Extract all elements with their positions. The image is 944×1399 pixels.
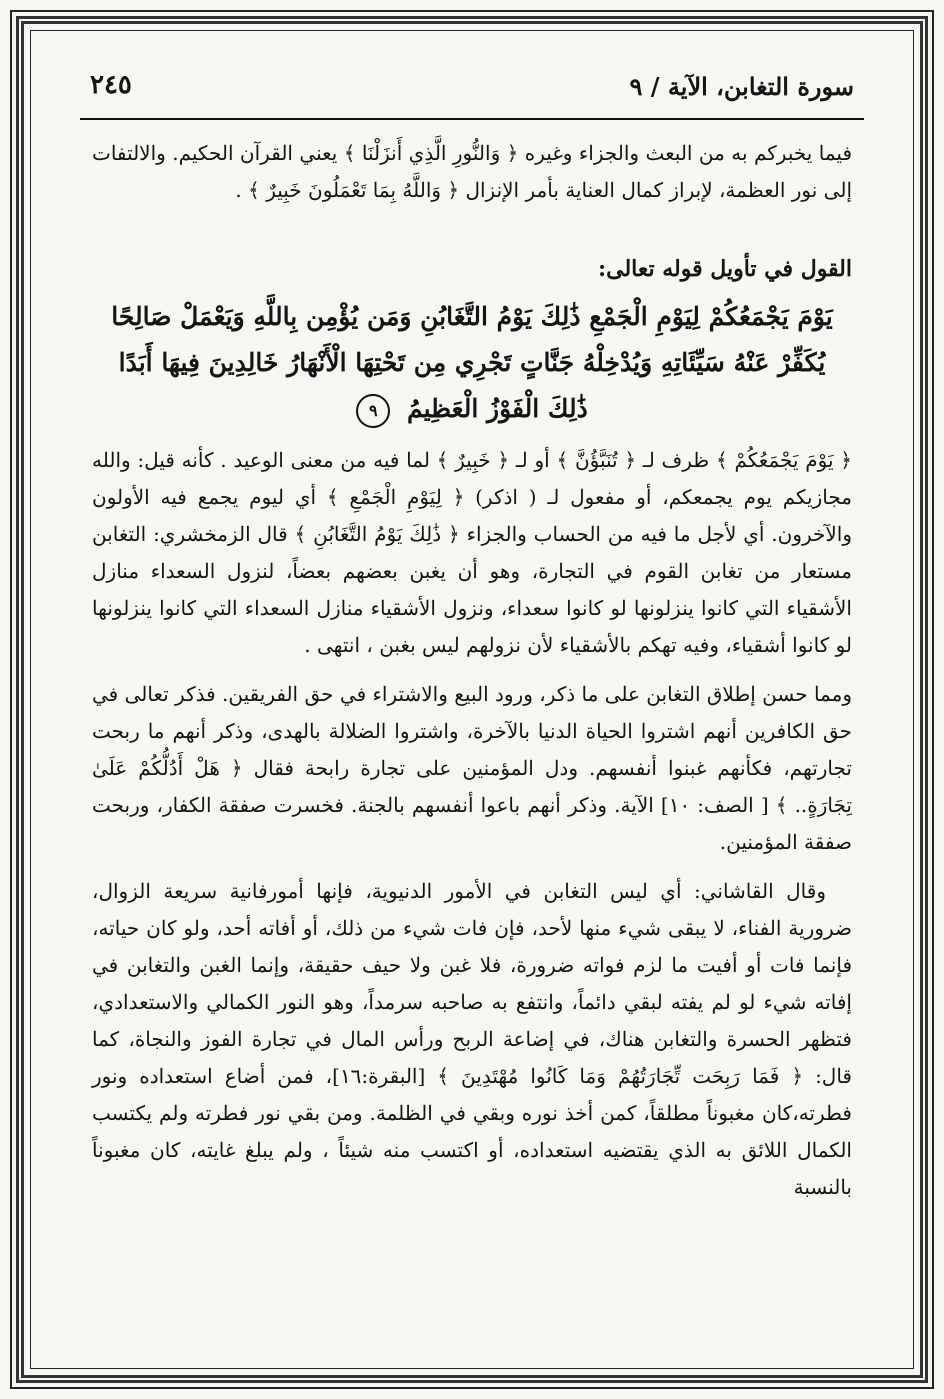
paragraph-commentary-2: ومما حسن إطلاق التغابن على ما ذكر، ورود البيع والاشتراء في حق الفريقين. فذكر تعالى في حق الكافرين أنهم اشتروا الحياة الدنيا بالآخرة، واشتروا الضلالة بالهدى، وذكر أنهم ما ربحت تجارتهم، فكأنهم غبنوا أنفسهم. ودل المؤمنين على تجارة رابحة فقال ﴿ هَلْ أَدُلُّكُمْ عَلَىٰ تِجَارَةٍ.. ﴾ [ الصف: ١٠] الآية. وذكر أنهم باعوا أنفسهم بالجنة. فخسرت صفقة الكفار، وربحت صفقة المؤمنين. — [92, 682, 852, 854]
verse-text: يَوْمَ يَجْمَعُكُمْ لِيَوْمِ الْجَمْعِ ذَٰلِكَ يَوْمُ التَّغَابُنِ وَمَن يُؤْمِن بِاللَّهِ وَيَعْمَلْ صَالِحًا يُكَفِّرْ عَنْهُ سَيِّئَاتِهِ وَيُدْخِلْهُ جَنَّاتٍ تَجْرِي مِن تَحْتِهَا الْأَنْهَارُ خَالِدِينَ فِيهَا أَبَدًا ذَٰلِكَ الْفَوْزُ الْعَظِيمُ — [111, 302, 833, 423]
paragraph-commentary-1: ﴿ يَوْمَ يَجْمَعُكُمْ ﴾ ظرف لـ ﴿ تُنَبَّؤُنَّ ﴾ أو لـ ﴿ خَبِيرٌ ﴾ لما فيه من معنى الوعيد . كأنه قيل: والله مجازيكم يوم يجمعكم، أو مفعول لـ ( اذكر) ﴿ لِيَوْمِ الْجَمْعِ ﴾ أي ليوم يجمع فيه الأولون والآخرون. أي لأجل ما فيه من الحساب والجزاء ﴿ ذَٰلِكَ يَوْمُ التَّغَابُنِ ﴾ قال الزمخشري: التغابن مستعار من تغابن القوم في التجارة، وهو أن يغبن بعضهم بعضاً، لنزول السعداء منازل الأشقياء التي كانوا ينزلونها لو كانوا سعداء، ونزول الأشقياء منازل السعداء التي كانوا ينزلونها لو كانوا أشقياء، وفيه تهكم بالأشقياء لأن نزولهم ليس بغبن ، انتهى . — [92, 448, 852, 657]
quran-verse — [102, 294, 842, 432]
page-header — [80, 62, 864, 120]
paragraph-intro: فيما يخبركم به من البعث والجزاء وغيره ﴿ وَالنُّورِ الَّذِي أَنزَلْنَا ﴾ يعني القرآن الحكيم. والالتفات إلى نور العظمة، لإبراز كمال العناية بأمر الإنزال ﴿ وَاللَّهُ بِمَا تَعْمَلُونَ خَبِيرٌ ﴾ . — [92, 141, 852, 202]
spacer — [92, 221, 852, 251]
page-body — [92, 135, 852, 1218]
page-number: ٢٤٥ — [90, 70, 132, 100]
running-title: سورة التغابن، الآية / ٩ — [629, 72, 854, 101]
verse-number-marker: ٩ — [356, 394, 390, 428]
section-heading: القول في تأويل قوله تعالى: — [598, 256, 852, 282]
paragraph-commentary-3: وقال القاشاني: أي ليس التغابن في الأمور الدنيوية، فإنها أمورفانية سريعة الزوال، ضرورية الفناء، لا يبقى شيء منها لأحد، فإن فات شيء من ذلك، أو أفاته أحد، ولو كان حياته، فإنما فات أو أفيت ما لزم فواته ضرورة، فلا غبن ولا حيف حقيقة، وإنما الغبن والتغابن في إفاته شيء لو لم يفته لبقي دائماً، وانتفع به صاحبه سرمداً، وهو النور الكمالي والاستعدادي، فتظهر الحسرة والتغابن هناك، في إضاعة الربح ورأس المال في تجارة الفوز والنجاة، كما قال: ﴿ فَمَا رَبِحَت تِّجَارَتُهُمْ وَمَا كَانُوا مُهْتَدِينَ ﴾ [البقرة:١٦]، فمن أضاع استعداده ونور فطرته،كان مغبوناً مطلقاً، كمن أخذ نوره وبقي في الظلمة. ومن بقي نور فطرته ولم يكتسب الكمال اللائق به الذي يقتضيه استعداده، أو اكتسب منه شيئاً ، ولم يبلغ غايته، كان مغبوناً بالنسبة — [92, 879, 852, 1199]
